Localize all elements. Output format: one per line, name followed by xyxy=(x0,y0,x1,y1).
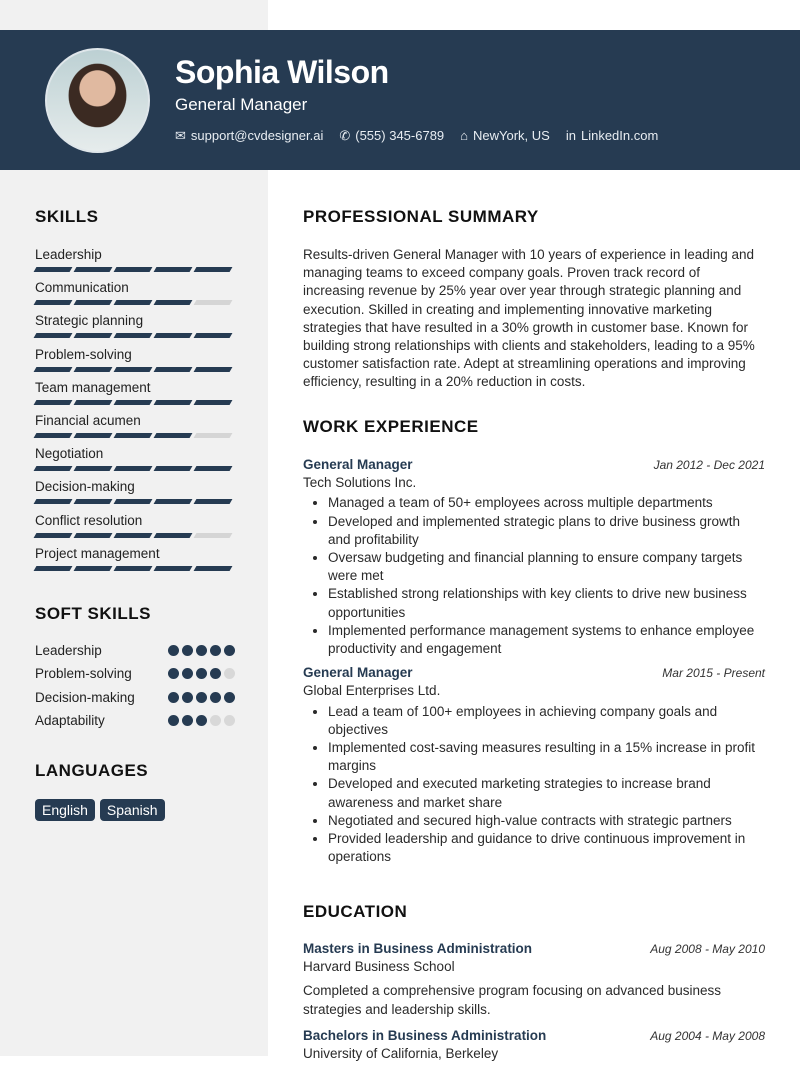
skill-bar-segment xyxy=(74,499,113,504)
skill-label: Problem-solving xyxy=(35,346,132,362)
skill-level-bar xyxy=(35,566,235,571)
experience-list xyxy=(303,456,765,872)
skill-bar-segment xyxy=(194,300,233,305)
skill-bar-segment xyxy=(74,466,113,471)
skill-bar-segment xyxy=(114,300,153,305)
summary-text: Results-driven General Manager with 10 years of experience in leading and managing teams to exceed company goals. Proven track record of increasing revenue by 25% year over year through strategic planning and execution. Skilled in creating and implementing innovative marketing strategies that have resulted in a 30% growth in customer base. Known for building strong relationships with clients and stakeholders, leading to a 95% customer satisfaction rate. Adept at streamlining operations and improving efficiency, resulting in a 20% reduction in costs. xyxy=(303,247,755,390)
skill-level-bar xyxy=(35,533,235,538)
skill-label: Team management xyxy=(35,379,151,395)
skill-bar-segment xyxy=(194,533,233,538)
soft-skill-rating xyxy=(168,692,235,703)
header xyxy=(0,30,800,170)
skill-dot xyxy=(182,715,193,726)
skill-level-bar xyxy=(35,267,235,272)
school: University of California, Berkeley xyxy=(303,1046,499,1062)
skill-dot xyxy=(196,715,207,726)
skill-level-bar xyxy=(35,333,235,338)
skill-bar-segment xyxy=(114,466,153,471)
skill-bar-segment xyxy=(34,433,73,438)
candidate-name: Sophia Wilson xyxy=(175,54,389,90)
skill-bar-segment xyxy=(34,333,73,338)
job-bullet: • Managed a team of 50+ employees across multiple departments xyxy=(328,494,765,512)
job-bullet: • Developed and executed marketing strategies to increase brand awareness and market share xyxy=(328,775,765,811)
linkedin-icon: in xyxy=(565,128,576,143)
skill-label: Project management xyxy=(35,545,160,561)
skill-bar-segment xyxy=(194,400,233,405)
skill-bar-segment xyxy=(114,566,153,571)
skill-bar-segment xyxy=(194,333,233,338)
education-list xyxy=(303,940,765,1071)
skill-bar-segment xyxy=(34,499,73,504)
job-title: General Manager xyxy=(303,457,413,472)
skill-item xyxy=(35,280,235,305)
job-bullet: • Oversaw budgeting and financial planning to ensure company targets were met xyxy=(328,549,765,585)
skill-level-bar xyxy=(35,367,235,372)
skill-bar-segment xyxy=(154,400,193,405)
skill-dot xyxy=(224,715,235,726)
skill-bar-segment xyxy=(154,433,193,438)
contact-item[interactable]: ✆ (555) 345-6789 xyxy=(339,128,445,143)
job-bullet: • Negotiated and secured high-value contracts with strategic partners xyxy=(328,812,765,830)
languages-heading: LANGUAGES xyxy=(35,761,149,780)
skill-dot xyxy=(168,645,179,656)
skill-bar-segment xyxy=(114,333,153,338)
skill-bar-segment xyxy=(194,267,233,272)
candidate-title: General Manager xyxy=(175,95,308,114)
skill-bar-segment xyxy=(154,533,193,538)
skill-bar-segment xyxy=(74,333,113,338)
education-dates: Aug 2008 - May 2010 xyxy=(650,942,765,956)
language-badge: Spanish xyxy=(100,799,165,821)
education-dates: Aug 2004 - May 2008 xyxy=(650,1028,765,1043)
skill-bar-segment xyxy=(114,367,153,372)
skill-dot xyxy=(224,692,235,703)
skill-item xyxy=(35,313,235,338)
skill-bar-segment xyxy=(34,466,73,471)
skill-bar-segment xyxy=(34,267,73,272)
skill-item xyxy=(35,413,235,438)
skill-dot xyxy=(196,692,207,703)
skill-bar-segment xyxy=(114,433,153,438)
envelope-icon: ✉ xyxy=(175,128,186,143)
soft-skill-rating xyxy=(168,645,235,656)
skills-heading: SKILLS xyxy=(35,207,99,226)
skill-bar-segment xyxy=(154,267,193,272)
soft-skill-label: Leadership xyxy=(35,643,102,658)
school: Harvard Business School xyxy=(303,959,455,975)
skill-bar-segment xyxy=(114,499,153,504)
skill-level-bar xyxy=(35,466,235,471)
job-bullet: • Developed and implemented strategic plans to drive business growth and profitability xyxy=(328,513,765,549)
soft-skill-label: Adaptability xyxy=(35,712,105,728)
education-entry xyxy=(303,1027,765,1063)
skill-bar-segment xyxy=(74,533,113,538)
skill-bar-segment xyxy=(154,300,193,305)
language-badge: English xyxy=(35,799,95,821)
skill-item xyxy=(35,380,235,405)
soft-skill-item xyxy=(35,713,235,728)
skill-label: Conflict resolution xyxy=(35,512,143,528)
skill-label: Negotiation xyxy=(35,446,104,462)
skill-bar-segment xyxy=(74,400,113,405)
skill-label: Financial acumen xyxy=(35,413,141,428)
job-bullet: • Provided leadership and guidance to drive continuous improvement in operations xyxy=(328,830,765,866)
job-entry xyxy=(303,664,765,866)
skill-bar-segment xyxy=(114,267,153,272)
skill-bar-segment xyxy=(34,533,73,538)
skill-bar-segment xyxy=(34,566,73,571)
job-bullet: • Established strong relationships with key clients to drive new business opportunities xyxy=(328,585,765,621)
skill-item xyxy=(35,446,235,471)
soft-skill-rating xyxy=(168,715,235,726)
skill-dot xyxy=(210,645,221,656)
skill-bar-segment xyxy=(194,367,233,372)
skill-label: Strategic planning xyxy=(35,313,144,329)
job-dates: Jan 2012 - Dec 2021 xyxy=(653,458,765,472)
skill-dot xyxy=(168,692,179,703)
education-description: Completed a comprehensive program focusing on advanced business strategies and leadership skills. xyxy=(303,983,721,1017)
contact-item[interactable]: ⌂ NewYork, US xyxy=(460,128,550,143)
summary-heading: PROFESSIONAL SUMMARY xyxy=(303,207,539,226)
job-bullet: • Implemented cost-saving measures resulting in a 15% increase in profit margins xyxy=(328,739,765,775)
skill-level-bar xyxy=(35,499,235,504)
experience-heading: WORK EXPERIENCE xyxy=(303,417,479,436)
skill-dot xyxy=(182,645,193,656)
soft-skill-label: Decision-making xyxy=(35,689,135,705)
soft-skill-item xyxy=(35,690,235,705)
skill-label: Decision-making xyxy=(35,479,135,495)
soft-skills-heading: SOFT SKILLS xyxy=(35,604,151,623)
skill-dot xyxy=(210,715,221,726)
company: Global Enterprises Ltd. xyxy=(303,683,441,699)
skill-dot xyxy=(224,645,235,656)
contact-item[interactable]: ✉ support@cvdesigner.ai xyxy=(175,128,324,143)
job-entry xyxy=(303,456,765,658)
skill-bar-segment xyxy=(74,433,113,438)
skill-bar-segment xyxy=(194,466,233,471)
degree: Bachelors in Business Administration xyxy=(303,1027,547,1043)
job-dates: Mar 2015 - Present xyxy=(662,666,765,681)
skill-item xyxy=(35,479,235,504)
job-bullet: • Lead a team of 100+ employees in achieving company goals and objectives xyxy=(328,703,765,739)
skill-dot xyxy=(168,715,179,726)
skill-bar-segment xyxy=(74,566,113,571)
skill-bar-segment xyxy=(194,499,233,504)
skill-dot xyxy=(210,668,221,679)
home-icon: ⌂ xyxy=(460,128,469,143)
job-bullet: • Implemented performance management systems to enhance employee productivity and engagement xyxy=(328,622,765,658)
skill-bar-segment xyxy=(74,300,113,305)
skill-bar-segment xyxy=(114,400,153,405)
skill-bar-segment xyxy=(74,267,113,272)
degree: Masters in Business Administration xyxy=(303,941,533,956)
education-entry xyxy=(303,940,765,1019)
skill-bar-segment xyxy=(194,566,233,571)
languages-list xyxy=(35,799,165,821)
skill-level-bar xyxy=(35,300,235,305)
skill-bar-segment xyxy=(114,533,153,538)
skill-dot xyxy=(210,692,221,703)
skill-bar-segment xyxy=(74,367,113,372)
skill-item xyxy=(35,247,235,272)
company: Tech Solutions Inc. xyxy=(303,475,417,491)
skill-dot xyxy=(224,668,235,679)
skill-item xyxy=(35,546,235,571)
skill-level-bar xyxy=(35,400,235,405)
skill-bar-segment xyxy=(154,367,193,372)
contact-item[interactable]: in LinkedIn.com xyxy=(565,128,659,143)
skill-dot xyxy=(182,668,193,679)
skill-dot xyxy=(182,692,193,703)
skill-bar-segment xyxy=(194,433,233,438)
skill-label: Communication xyxy=(35,280,129,296)
skill-bar-segment xyxy=(34,367,73,372)
skill-level-bar xyxy=(35,433,235,438)
soft-skill-item xyxy=(35,666,235,681)
skill-bar-segment xyxy=(154,466,193,471)
skill-dot xyxy=(196,645,207,656)
skill-label: Leadership xyxy=(35,247,102,262)
skill-dot xyxy=(168,668,179,679)
job-title: General Manager xyxy=(303,665,413,681)
skill-bar-segment xyxy=(154,499,193,504)
soft-skill-label: Problem-solving xyxy=(35,666,132,682)
contact-list xyxy=(175,128,658,144)
skill-bar-segment xyxy=(154,566,193,571)
avatar xyxy=(45,48,150,153)
soft-skill-rating xyxy=(168,668,235,679)
soft-skill-item xyxy=(35,643,235,658)
skill-item xyxy=(35,513,235,538)
skill-bar-segment xyxy=(34,400,73,405)
skill-item xyxy=(35,347,235,372)
education-heading: EDUCATION xyxy=(303,902,408,921)
skill-dot xyxy=(196,668,207,679)
skill-bar-segment xyxy=(34,300,73,305)
phone-icon: ✆ xyxy=(339,128,351,143)
skill-bar-segment xyxy=(154,333,193,338)
